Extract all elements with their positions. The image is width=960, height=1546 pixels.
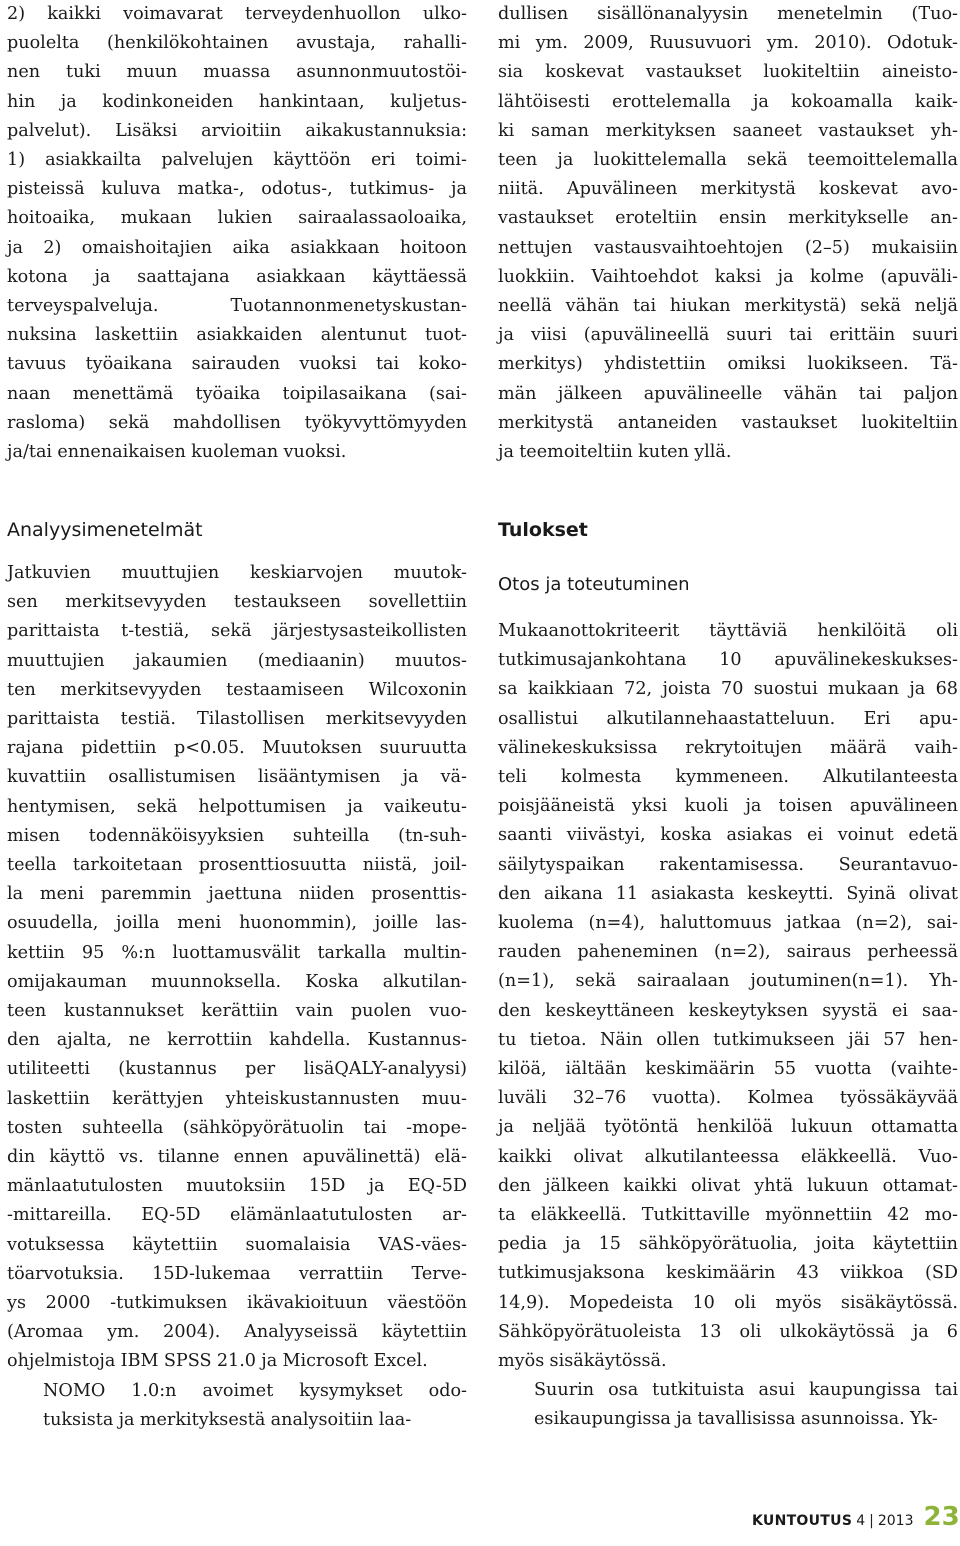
text-line: den keskeyttäneen keskeytyksen syystä ei saa- <box>498 1000 958 1021</box>
text-line: hin ja kodinkoneiden hankintaan, kuljetus- <box>7 91 467 112</box>
text-line: teli kolmesta kymmeneen. Alkutilanteesta <box>498 767 958 788</box>
text-line: Mukaanottokriteerit täyttäviä henkilöitä oli <box>498 621 958 641</box>
results-paragraph-1 <box>498 617 958 1376</box>
text-line: 2) kaikki voimavarat terveydenhuollon ulko- <box>7 4 467 24</box>
text-line: ja teemoiteltiin kuten yllä. <box>498 442 732 463</box>
text-line: sa kaikkiaan 72, joista 70 suostui mukaan ja 68 <box>498 679 958 700</box>
text-line: utiliteetti (kustannus per lisäQALY-analyysi) <box>7 1059 467 1080</box>
text-line: palvelut). Lisäksi arvioitiin aikakustannuksia: <box>7 120 467 141</box>
text-line: la meni paremmin jaettuna niiden prosenttis- <box>7 884 467 905</box>
text-line: ki saman merkityksen saaneet vastaukset yh- <box>498 120 958 141</box>
text-line: misen todennäköisyyksien suhteilla (tn-suh- <box>7 825 467 846</box>
text-line: naan menettämä työaika toipilasaikana (sai- <box>7 383 467 404</box>
text-line: mänlaatutulosten muutoksiin 15D ja EQ-5D <box>7 1176 467 1197</box>
right-top-paragraph <box>498 0 958 467</box>
text-line: kettiin 95 %:n luottamusvälit tarkalla multin- <box>7 942 467 963</box>
text-line: rasloma) sekä mahdollisen työkyvyttömyyden <box>7 412 467 433</box>
text-line: Suurin osa tutkituista asui kaupungissa tai <box>534 1380 958 1401</box>
text-line: 14,9). Mopedeista 10 oli myös sisäkäytössä. <box>498 1292 958 1313</box>
text-line: kotona ja saattajana asiakkaan käyttäessä <box>7 266 467 287</box>
text-line: rajana pidettiin p<0.05. Muutoksen suuruutta <box>7 738 467 759</box>
page-footer <box>752 1502 960 1546</box>
text-line: ys 2000 -tutkimuksen ikävakioituun väestöön <box>7 1293 467 1314</box>
text-line: kaikki olivat alkutilanteessa eläkkeellä. Vuo- <box>498 1146 958 1167</box>
text-line: pisteissä kuluva matka-, odotus-, tutkimus- ja <box>7 179 467 200</box>
page-number: 23 <box>923 1502 960 1532</box>
text-line: hoitoaika, mukaan lukien sairaalassaoloaika, <box>7 208 467 229</box>
text-line: den ajalta, ne kerrottiin kahdella. Kustannus- <box>7 1030 467 1051</box>
text-line: -mittareilla. EQ-5D elämänlaatutulosten ar- <box>7 1205 467 1226</box>
text-line: ta eläkkeellä. Tutkittaville myönnettiin 42 mo- <box>498 1205 958 1226</box>
text-line: sen merkitsevyyden testaukseen sovellettiin <box>7 592 467 613</box>
text-line: kuolema (n=4), haluttomuus jatkaa (n=2), sai- <box>498 913 958 934</box>
text-line: nen tuki muun muassa asunnonmuutostöi- <box>7 62 467 83</box>
text-line: votuksessa käytettiin suomalaisia VAS-väes- <box>7 1234 467 1255</box>
text-line: hentymisen, sekä helpottumisen ja vaikeutu- <box>7 796 467 817</box>
text-line: tu tietoa. Näin ollen tutkimukseen jäi 57 hen- <box>498 1029 958 1050</box>
text-line: esikaupungissa ja tavallisissa asunnoissa. Yk- <box>534 1409 938 1430</box>
text-line: puolelta (henkilökohtainen avustaja, rahalli- <box>7 33 467 54</box>
text-line: omijakauman muunnoksella. Koska alkutilan- <box>7 971 467 992</box>
text-line: poisjääneistä yksi kuoli ja toisen apuvälineen <box>498 796 958 817</box>
text-line: tutkimusjaksona keskimäärin 43 viikkoa (SD <box>498 1263 958 1284</box>
results-paragraph-2 <box>498 1376 958 1434</box>
text-line: män jälkeen apuvälineelle vähän tai paljon <box>498 383 958 404</box>
text-line: tutkimusajankohtana 10 apuvälinekeskukses- <box>498 650 958 671</box>
text-line: säilytyspaikan rakentamisessa. Seurantavuo- <box>498 854 958 875</box>
text-line: teen ja luokittelemalla sekä teemoittelemalla <box>498 150 958 171</box>
analysis-paragraph-1 <box>7 559 467 1377</box>
analysis-heading: Analyysimenetelmät <box>7 519 203 541</box>
text-line: nuksina laskettiin asiakkaiden alentunut tuot- <box>7 325 467 346</box>
results-heading: Tulokset <box>498 519 588 541</box>
text-line: merkitys) yhdistettiin omiksi luokikseen. Tä- <box>498 354 958 375</box>
text-line: laskettiin kerättyjen yhteiskustannusten muu- <box>7 1088 467 1109</box>
text-line: pedia ja 15 sähköpyörätuolia, joita käytettiin <box>498 1234 958 1255</box>
text-line: den jälkeen kaikki olivat yhtä lukuun ottamat- <box>498 1175 958 1196</box>
issue-year: 2013 <box>877 1513 914 1529</box>
text-line: ja 2) omaishoitajien aika asiakkaan hoitoon <box>7 237 467 258</box>
text-line: den aikana 11 asiakasta keskeytti. Syinä olivat <box>498 883 958 904</box>
text-line: töarvotuksia. 15D-lukemaa verrattiin Terve- <box>7 1263 467 1284</box>
text-line: rauden paheneminen (n=2), sairaus perheessä <box>498 942 958 963</box>
text-line: parittaista t-testiä, sekä järjestysasteikollisten <box>7 621 467 642</box>
text-line: välinekeskuksissa rekrytoitujen määrä vaih- <box>498 737 958 758</box>
text-line: din käyttö vs. tilanne ennen apuvälinettä) elä- <box>7 1147 467 1168</box>
results-subheading: Otos ja toteutuminen <box>498 574 690 595</box>
text-line: teen kustannukset kerättiin vain puolen vuo- <box>7 1001 467 1022</box>
text-line: terveyspalveluja. Tuotannonmenetyskustan- <box>7 296 467 317</box>
text-line: ja viisi (apuvälineellä suuri tai erittäin suuri <box>498 325 958 346</box>
text-line: Sähköpyörätuoleista 13 oli ulkokäytössä ja 6 <box>498 1321 958 1342</box>
text-line: saanti viivästyi, koska asiakas ei voinut edetä <box>498 825 958 846</box>
issue-number: 4 <box>856 1513 866 1529</box>
analysis-paragraph-2 <box>7 1377 467 1435</box>
text-line: sia koskevat vastaukset luokiteltiin aineisto- <box>498 62 958 83</box>
text-line: nettujen vastausvaihtoehtojen (2–5) mukaisiin <box>498 237 958 258</box>
text-line: tosten suhteella (sähköpyörätuolin tai -mope- <box>7 1117 467 1138</box>
text-line: ohjelmistoja IBM SPSS 21.0 ja Microsoft Excel. <box>7 1351 428 1372</box>
text-line: tavuus työaikana sairauden vuoksi tai koko- <box>7 354 467 375</box>
footer-separator: | <box>869 1513 874 1529</box>
text-line: neellä vähän tai hiukan merkitystä) sekä neljä <box>498 296 958 317</box>
text-line: luväli 32–76 vuotta). Kolmea työssäkäyvää <box>498 1088 958 1109</box>
text-line: osuudella, joilla meni huonommin), joille las- <box>7 913 467 934</box>
text-line: Jatkuvien muuttujien keskiarvojen muutok- <box>7 563 467 583</box>
text-line: NOMO 1.0:n avoimet kysymykset odo- <box>43 1380 467 1401</box>
text-line: kuvattiin osallistumisen lisääntymisen ja vä- <box>7 767 467 788</box>
text-line: (n=1), sekä sairaalaan joutuminen(n=1). Yh- <box>498 971 958 992</box>
text-line: ja neljää työtöntä henkilöä lukuun ottamatta <box>498 1117 958 1138</box>
text-line: tuksista ja merkityksestä analysoitiin laa- <box>43 1409 412 1430</box>
text-line: dullisen sisällönanalyysin menetelmin (Tuo- <box>498 4 958 24</box>
text-line: ten merkitsevyyden testaamiseen Wilcoxonin <box>7 679 467 700</box>
text-line: (Aromaa ym. 2004). Analyyseissä käytettiin <box>7 1322 467 1343</box>
text-line: 1) asiakkailta palvelujen käyttöön eri toimi- <box>7 150 467 171</box>
text-line: mi ym. 2009, Ruusuvuori ym. 2010). Odotuk- <box>498 33 958 54</box>
text-line: ja/tai ennenaikaisen kuoleman vuoksi. <box>7 442 347 463</box>
text-line: muuttujien jakaumien (mediaanin) muutos- <box>7 650 467 671</box>
text-line: merkitystä antaneiden vastaukset luokiteltiin <box>498 412 958 433</box>
text-line: parittaista testiä. Tilastollisen merkitsevyyden <box>7 709 467 730</box>
left-top-paragraph <box>7 0 467 467</box>
text-line: myös sisäkäytössä. <box>498 1351 667 1372</box>
text-line: vastaukset eroteltiin ensin merkitykselle an- <box>498 208 958 229</box>
text-line: lähtöisesti erottelemalla ja kokoamalla kaik- <box>498 91 958 112</box>
text-line: teella tarkoitetaan prosenttiosuutta niistä, joil- <box>7 855 467 876</box>
text-line: niitä. Apuvälineen merkitystä koskevat avo- <box>498 179 958 200</box>
text-line: luokkiin. Vaihtoehdot kaksi ja kolme (apuväli- <box>498 266 958 287</box>
text-line: osallistui alkutilannehaastatteluun. Eri apu- <box>498 708 958 729</box>
magazine-name: KUNTOUTUS <box>752 1513 853 1529</box>
text-line: kilöä, iältään keskimäärin 55 vuotta (vaihte- <box>498 1059 958 1080</box>
